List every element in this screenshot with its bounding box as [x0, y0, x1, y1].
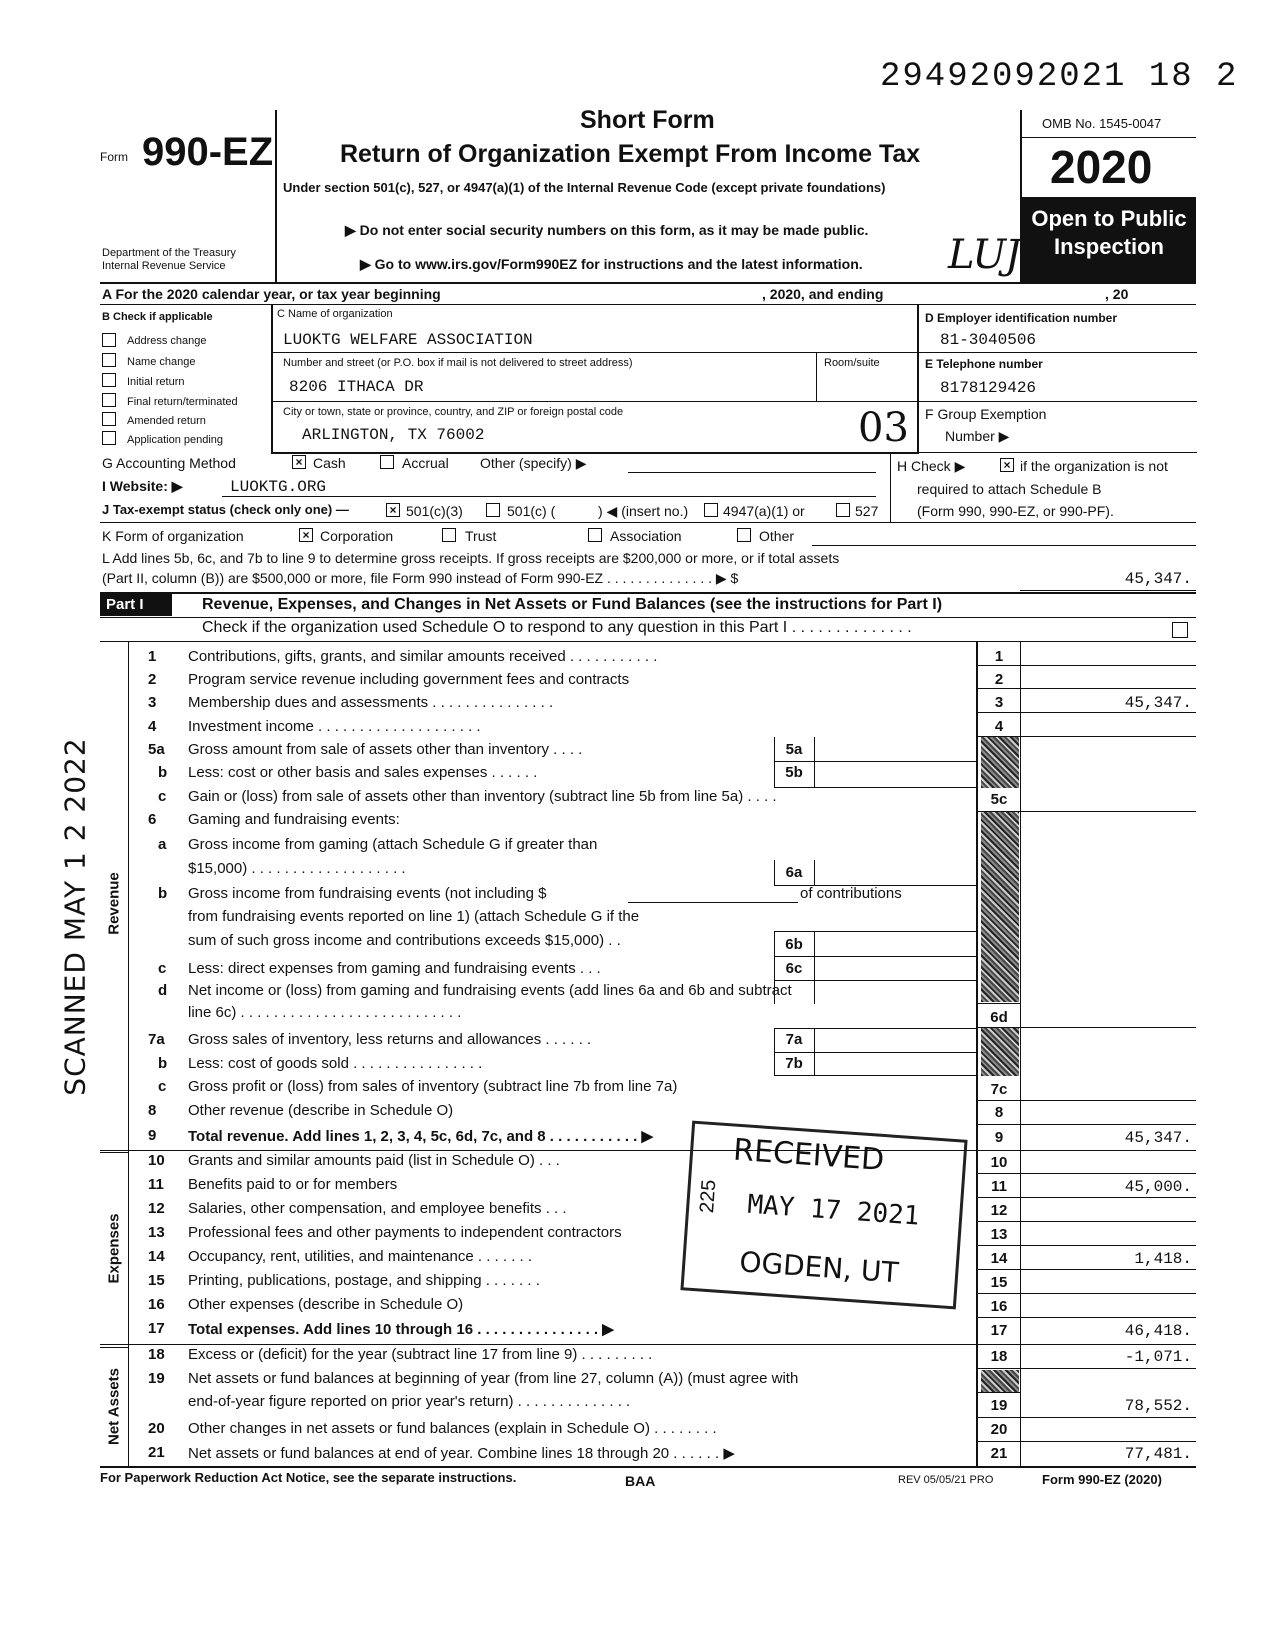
- line-6b-box: 6b: [785, 936, 803, 953]
- accrual-label: Accrual: [402, 455, 449, 471]
- line-15-number: 15: [148, 1272, 165, 1289]
- 527-checkbox[interactable]: [836, 503, 850, 517]
- stamp-date: MAY 17 2021: [746, 1189, 921, 1232]
- line-3-text: Membership dues and assessments . . . . . . . . . . . . . . .: [188, 694, 554, 711]
- accounting-method-label: G Accounting Method: [102, 455, 236, 471]
- line-6b-text-end: of contributions: [800, 885, 902, 902]
- line-1-text: Contributions, gifts, grants, and similar amounts received . . . . . . . . . . .: [188, 648, 658, 665]
- part1-title: [202, 596, 942, 614]
- schedule-b-checkbox[interactable]: ×: [1000, 458, 1014, 472]
- gross-receipts-amount: 45,347.: [1124, 570, 1192, 588]
- line-18-amount: -1,071.: [1124, 1348, 1192, 1366]
- insert-no-label: ) ◀ (insert no.): [598, 503, 689, 519]
- line-19-box: 19: [990, 1397, 1008, 1414]
- line-6-number: 6: [148, 811, 157, 828]
- corporation-checkbox[interactable]: ×: [299, 528, 313, 542]
- line-20-number: 20: [148, 1420, 165, 1437]
- line-7c-text: Gross profit or (loss) from sales of inventory (subtract line 7b from line 7a): [188, 1078, 678, 1095]
- application-pending-checkbox[interactable]: [102, 431, 116, 445]
- line-6b-number: b: [158, 885, 168, 902]
- line-a-label: A For the 2020 calendar year, or tax year beginning: [102, 286, 441, 302]
- side-label-net-assets: Net Assets: [105, 1368, 123, 1445]
- line-8-number: 8: [148, 1102, 157, 1119]
- line-6b-text2: from fundraising events reported on line 1) (attach Schedule G if the: [188, 908, 640, 925]
- line-6-text: Gaming and fundraising events:: [188, 811, 400, 828]
- stamp-received: RECEIVED: [732, 1132, 886, 1179]
- telephone-label: E Telephone number: [925, 357, 1043, 371]
- name-change-checkbox[interactable]: [102, 353, 116, 367]
- line-6a-box: 6a: [785, 864, 803, 881]
- section-b-label: B Check if applicable: [102, 311, 213, 323]
- city-value: ARLINGTON, TX 76002: [302, 426, 485, 444]
- line-2-text: Program service revenue including government fees and contracts: [188, 671, 630, 688]
- other-method-label: Other (specify) ▶: [480, 455, 587, 471]
- line-6c-number: c: [158, 960, 167, 977]
- corporation-label: Corporation: [320, 528, 394, 544]
- line-2-box: 2: [994, 671, 1004, 688]
- scanned-stamp: SCANNED MAY 1 2 2022: [58, 737, 92, 1096]
- line-6a-text2: $15,000) . . . . . . . . . . . . . . . . . . .: [188, 860, 406, 877]
- form-of-org-label: K Form of organization: [102, 528, 244, 544]
- line-6d-text: Net income or (loss) from gaming and fundraising events (add lines 6a and 6b and subtract: [188, 982, 792, 999]
- form-label: Form: [100, 150, 128, 164]
- line-1-number: 1: [148, 648, 157, 665]
- line-4-box: 4: [994, 718, 1004, 735]
- line-16-text: Other expenses (describe in Schedule O): [188, 1296, 464, 1313]
- line-7a-text: Gross sales of inventory, less returns and allowances . . . . . .: [188, 1031, 592, 1048]
- tax-year: 2020: [1050, 141, 1153, 193]
- line-17-text: Total expenses. Add lines 10 through 16 . . . . . . . . . . . . . . . ▶: [188, 1321, 614, 1338]
- line-6c-text: Less: direct expenses from gaming and fundraising events . . .: [188, 960, 601, 977]
- line-9-text: Total revenue. Add lines 1, 2, 3, 4, 5c, 6d, 7c, and 8 . . . . . . . . . . . ▶: [188, 1128, 654, 1145]
- line-3-amount: 45,347.: [1124, 694, 1192, 712]
- address-change-checkbox[interactable]: [102, 333, 116, 347]
- line-7b-box: 7b: [785, 1055, 803, 1072]
- line-11-amount: 45,000.: [1124, 1178, 1192, 1196]
- line-6d-box: 6d: [990, 1009, 1008, 1026]
- 501c-label: 501(c) (: [507, 503, 556, 519]
- dept-treasury: Department of the Treasury: [102, 247, 236, 259]
- line-7b-text: Less: cost of goods sold . . . . . . . . . . . . . . . .: [188, 1055, 483, 1072]
- line-18-number: 18: [148, 1346, 165, 1363]
- line-11-text: Benefits paid to or for members: [188, 1176, 398, 1193]
- accrual-checkbox[interactable]: [380, 455, 394, 469]
- line-13-number: 13: [148, 1224, 165, 1241]
- website-label: I Website: ▶: [102, 478, 183, 494]
- street-value: 8206 ITHACA DR: [289, 378, 424, 396]
- line-19-number: 19: [148, 1370, 165, 1387]
- line-9-box: 9: [994, 1129, 1004, 1146]
- line-17-box: 17: [990, 1322, 1008, 1339]
- line-21-amount: 77,481.: [1124, 1445, 1192, 1463]
- amended-return-label: Amended return: [127, 415, 206, 427]
- application-pending-label: Application pending: [127, 434, 224, 446]
- document-locator-number: 29492092021 18 2: [880, 58, 1239, 96]
- line-9-amount: 45,347.: [1124, 1129, 1192, 1147]
- line-4-text: Investment income . . . . . . . . . . . . . . . . . . . .: [188, 718, 481, 735]
- line-11-number: 11: [148, 1176, 164, 1193]
- short-form-title: Short Form: [580, 106, 715, 134]
- line-7c-box: 7c: [990, 1081, 1008, 1098]
- room-suite-label: Room/suite: [824, 357, 880, 369]
- city-label: City or town, state or province, country, and ZIP or foreign postal code: [283, 406, 624, 418]
- ssn-notice: ▶ Do not enter social security numbers on this form, as it may be made public.: [345, 222, 869, 238]
- 4947-label: 4947(a)(1) or: [723, 503, 805, 519]
- line-h-check: H Check ▶: [897, 458, 966, 474]
- line-14-amount: 1,418.: [1134, 1250, 1192, 1268]
- line-6b-text: Gross income from fundraising events (not including $: [188, 885, 547, 902]
- line-14-number: 14: [148, 1248, 165, 1265]
- line-h-text2: required to attach Schedule B: [917, 481, 1102, 497]
- form-number: 990-EZ: [142, 130, 274, 174]
- line-17-amount: 46,418.: [1124, 1322, 1192, 1340]
- line-5a-text: Gross amount from sale of assets other than inventory . . . .: [188, 741, 583, 758]
- line-12-number: 12: [148, 1200, 165, 1217]
- form-subtitle: Under section 501(c), 527, or 4947(a)(1) of the Internal Revenue Code (except private foundations): [283, 180, 886, 195]
- street-label: Number and street (or P.O. box if mail is not delivered to street address): [283, 357, 633, 369]
- line-7a-box: 7a: [785, 1031, 803, 1048]
- cash-checkbox[interactable]: ×: [292, 455, 306, 469]
- line-20-box: 20: [990, 1421, 1008, 1438]
- initial-return-checkbox[interactable]: [102, 373, 116, 387]
- line-19-text2: end-of-year figure reported on prior year's return) . . . . . . . . . . . . . .: [188, 1393, 631, 1410]
- line-6a-number: a: [158, 836, 167, 853]
- group-exemption-label: F Group Exemption: [925, 406, 1047, 422]
- 527-label: 527: [855, 503, 879, 519]
- 501c3-checkbox[interactable]: ×: [386, 503, 400, 517]
- association-label: Association: [610, 528, 682, 544]
- handwritten-code: 03: [858, 405, 909, 451]
- address-change-label: Address change: [127, 335, 207, 347]
- line-h-text3: (Form 990, 990-EZ, or 990-PF).: [917, 503, 1114, 519]
- line-5b-box: 5b: [785, 764, 803, 781]
- line-5a-number: 5a: [148, 741, 165, 758]
- 501c3-label: 501(c)(3): [406, 503, 463, 519]
- stamp-side-code: 225: [696, 1178, 721, 1214]
- org-name-value: LUOKTG WELFARE ASSOCIATION: [283, 331, 533, 349]
- footer-rev: REV 05/05/21 PRO: [898, 1474, 994, 1486]
- line-1-box: 1: [994, 648, 1004, 665]
- 4947-checkbox[interactable]: [704, 503, 718, 517]
- line-17-number: 17: [148, 1320, 165, 1337]
- amended-return-checkbox[interactable]: [102, 412, 116, 426]
- line-8-box: 8: [994, 1104, 1004, 1121]
- line-15-text: Printing, publications, postage, and shipping . . . . . . .: [188, 1272, 540, 1289]
- line-6d-number: d: [158, 982, 168, 999]
- line-6c-box: 6c: [785, 960, 803, 977]
- dept-block: [102, 247, 236, 273]
- line-5c-number: c: [158, 788, 167, 805]
- side-label-revenue: Revenue: [105, 872, 123, 935]
- final-return-checkbox[interactable]: [102, 393, 116, 407]
- line-13-box: 13: [990, 1226, 1008, 1243]
- line-11-box: 11: [991, 1178, 1007, 1195]
- line-13-text: Professional fees and other payments to independent contractors: [188, 1224, 622, 1241]
- line-10-number: 10: [148, 1152, 165, 1169]
- initial-return-label: Initial return: [127, 376, 185, 388]
- group-exemption-number-label: Number ▶: [945, 428, 1010, 444]
- line-5a-box: 5a: [785, 741, 803, 758]
- line-6a-text: Gross income from gaming (attach Schedule G if greater than: [188, 836, 598, 853]
- line-7b-number: b: [158, 1055, 168, 1072]
- shaded-area-19: [981, 1370, 1019, 1392]
- line-8-text: Other revenue (describe in Schedule O): [188, 1102, 454, 1119]
- line-5c-text: Gain or (loss) from sale of assets other than inventory (subtract line 5b from line 5a) . . . .: [188, 788, 777, 805]
- telephone-value: 8178129426: [940, 379, 1037, 397]
- line-12-text: Salaries, other compensation, and employee benefits . . .: [188, 1200, 567, 1217]
- line-5c-box: 5c: [990, 791, 1008, 808]
- 501c-checkbox[interactable]: [486, 503, 500, 517]
- line-l-text2: (Part II, column (B)) are $500,000 or more, file Form 990 instead of Form 990-EZ . . . . . . . . . . . . . . ▶ $: [102, 570, 739, 586]
- line-3-box: 3: [994, 694, 1004, 711]
- line-21-number: 21: [148, 1444, 165, 1461]
- line-10-text: Grants and similar amounts paid (list in Schedule O) . . .: [188, 1152, 560, 1169]
- trust-label: Trust: [465, 528, 497, 544]
- line-a-end: , 20: [1105, 286, 1129, 302]
- part1-tag: Part I: [100, 594, 172, 616]
- line-18-box: 18: [990, 1348, 1008, 1365]
- line-19-text: Net assets or fund balances at beginning of year (from line 27, column (A)) (must agree with: [188, 1370, 799, 1387]
- line-4-number: 4: [148, 718, 157, 735]
- final-return-label: Final return/terminated: [127, 396, 238, 408]
- side-label-expenses: Expenses: [105, 1213, 123, 1284]
- footer-baa: BAA: [625, 1473, 656, 1489]
- line-9-number: 9: [148, 1127, 157, 1144]
- line-16-box: 16: [990, 1298, 1008, 1315]
- shaded-area-7: [981, 1028, 1019, 1076]
- line-10-box: 10: [990, 1154, 1008, 1171]
- line-16-number: 16: [148, 1296, 165, 1313]
- shaded-area-6: [981, 812, 1019, 1002]
- line-5b-text: Less: cost or other basis and sales expenses . . . . . .: [188, 764, 538, 781]
- trust-checkbox[interactable]: [442, 528, 456, 542]
- stamp-location: OGDEN, UT: [738, 1245, 900, 1290]
- line-2-number: 2: [148, 671, 157, 688]
- form-title: Return of Organization Exempt From Income Tax: [340, 140, 921, 168]
- other-org-checkbox[interactable]: [737, 528, 751, 542]
- line-7a-number: 7a: [148, 1031, 165, 1048]
- org-name-label: C Name of organization: [277, 308, 393, 320]
- line-a-mid: , 2020, and ending: [762, 286, 884, 302]
- line-20-text: Other changes in net assets or fund balances (explain in Schedule O) . . . . . . . .: [188, 1420, 717, 1437]
- footer-paperwork-notice: For Paperwork Reduction Act Notice, see the separate instructions.: [100, 1470, 517, 1485]
- received-stamp: [680, 1121, 967, 1310]
- tax-exempt-status-label: J Tax-exempt status (check only one) —: [102, 502, 349, 517]
- line-18-text: Excess or (deficit) for the year (subtract line 17 from line 9) . . . . . . . . .: [188, 1346, 653, 1363]
- part1-title-text: Revenue, Expenses, and Changes in Net Assets or Fund Balances (see the instructions for Part I): [202, 596, 943, 613]
- instructions-notice: ▶ Go to www.irs.gov/Form990EZ for instructions and the latest information.: [360, 256, 863, 272]
- line-l-text1: L Add lines 5b, 6c, and 7b to line 9 to determine gross receipts. If gross receipts are $200,000 or more, or if total assets: [102, 550, 840, 566]
- footer-form-id: Form 990-EZ (2020): [1042, 1472, 1162, 1487]
- line-5b-number: b: [158, 764, 168, 781]
- name-change-label: Name change: [127, 356, 196, 368]
- ein-label: D Employer identification number: [925, 311, 1118, 325]
- website-value: LUOKTG.ORG: [230, 478, 327, 496]
- line-h-text: if the organization is not: [1020, 458, 1168, 474]
- line-21-box: 21: [990, 1445, 1008, 1462]
- line-21-text: Net assets or fund balances at end of year. Combine lines 18 through 20 . . . . . . ▶: [188, 1445, 735, 1462]
- line-3-number: 3: [148, 694, 157, 711]
- ein-value: 81-3040506: [940, 331, 1037, 349]
- association-checkbox[interactable]: [588, 528, 602, 542]
- open-to-public-inspection: Open to Public Inspection: [1022, 197, 1196, 283]
- line-19-amount: 78,552.: [1124, 1397, 1192, 1415]
- line-14-box: 14: [990, 1250, 1008, 1267]
- handwritten-mark: LUJ2: [948, 232, 1047, 278]
- schedule-o-check-text: Check if the organization used Schedule O to respond to any question in this Part I . . . . . . . . . . . . . .: [202, 619, 912, 636]
- line-12-box: 12: [990, 1202, 1008, 1219]
- line-15-box: 15: [990, 1274, 1008, 1291]
- line-14-text: Occupancy, rent, utilities, and maintenance . . . . . . .: [188, 1248, 533, 1265]
- schedule-o-checkbox[interactable]: [1172, 622, 1188, 638]
- dept-irs: Internal Revenue Service: [102, 260, 226, 272]
- line-7c-number: c: [158, 1078, 167, 1095]
- line-6d-text2: line 6c) . . . . . . . . . . . . . . . . . . . . . . . . . . .: [188, 1004, 462, 1021]
- other-org-label: Other: [759, 528, 795, 544]
- line-6b-text3: sum of such gross income and contributions exceeds $15,000) . .: [188, 932, 621, 949]
- cash-label: Cash: [313, 455, 346, 471]
- shaded-area-5: [981, 737, 1019, 788]
- omb-number: OMB No. 1545-0047: [1042, 116, 1162, 131]
